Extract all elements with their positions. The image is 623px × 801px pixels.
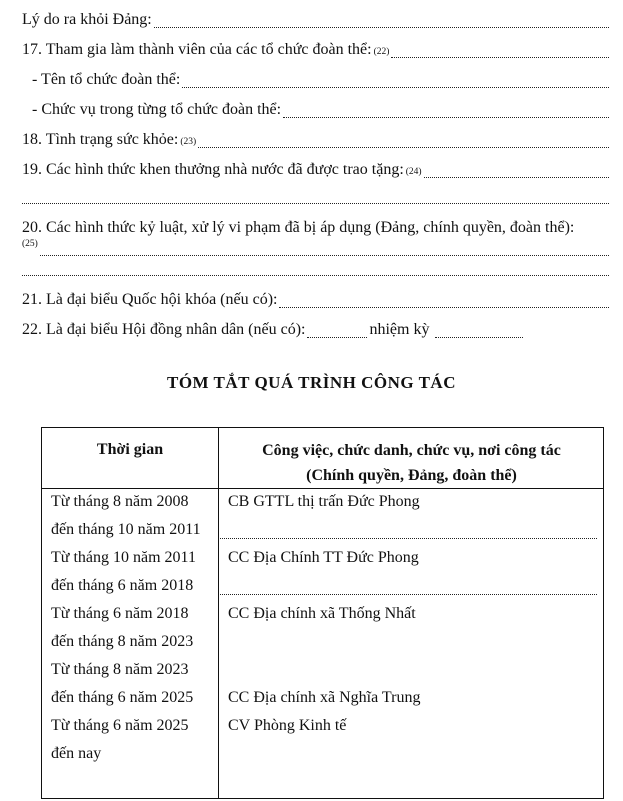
organizations-field[interactable] xyxy=(22,41,609,63)
footnote-ref: (22) xyxy=(373,47,390,57)
fill-line xyxy=(424,177,609,178)
header-job-line1: Công việc, chức danh, chức vụ, nơi công tác xyxy=(262,442,561,459)
row1-time-start: Từ tháng 8 năm 2008 xyxy=(51,493,189,510)
fill-line xyxy=(182,87,609,88)
footnote-ref: (23) xyxy=(180,137,197,147)
discipline-label-line xyxy=(22,219,609,241)
party-exit-reason-field[interactable] xyxy=(22,11,609,33)
row4-time-start: Từ tháng 8 năm 2023 xyxy=(51,661,189,678)
fill-line xyxy=(279,307,609,308)
row4-job: CC Địa chính xã Nghĩa Trung xyxy=(228,689,421,706)
header-time: Thời gian xyxy=(96,441,164,458)
header-divider xyxy=(42,488,603,489)
footnote-ref: (25) xyxy=(22,239,38,249)
term-label: nhiệm kỳ xyxy=(369,321,430,338)
row1-time-end: đến tháng 10 năm 2011 xyxy=(51,521,201,538)
discipline-field[interactable] xyxy=(22,239,609,261)
item-20-label: 20. Các hình thức kỷ luật, xử lý vi phạm đã bị áp dụng (Đảng, chính quyền, đoàn thể): xyxy=(22,219,575,236)
fill-line xyxy=(435,337,523,338)
fill-line xyxy=(198,147,609,148)
fill-line xyxy=(283,117,609,118)
awards-field[interactable] xyxy=(22,161,609,183)
row2-time-end: đến tháng 6 năm 2018 xyxy=(51,577,194,594)
item-19-label: 19. Các hình thức khen thưởng nhà nước đã được trao tặng: xyxy=(22,161,404,178)
fill-line xyxy=(391,57,609,58)
dotted-separator xyxy=(220,594,597,595)
row3-time-start: Từ tháng 6 năm 2018 xyxy=(51,605,189,622)
people-council-field[interactable] xyxy=(22,321,609,343)
header-job xyxy=(220,438,603,488)
row2-time-start: Từ tháng 10 năm 2011 xyxy=(51,549,196,566)
row3-job: CC Địa chính xã Thống Nhất xyxy=(228,605,416,622)
row3-time-end: đến tháng 8 năm 2023 xyxy=(51,633,194,650)
header-job-line2: (Chính quyền, Đảng, đoàn thể) xyxy=(306,467,517,484)
row5-job: CV Phòng Kinh tế xyxy=(228,717,347,734)
discipline-continuation-line[interactable] xyxy=(22,275,609,276)
organization-role-field[interactable] xyxy=(22,101,609,123)
row1-job: CB GTTL thị trấn Đức Phong xyxy=(228,493,420,510)
awards-continuation-line[interactable] xyxy=(22,203,609,204)
dotted-separator xyxy=(220,538,597,539)
item-21-label: 21. Là đại biểu Quốc hội khóa (nếu có): xyxy=(22,291,278,308)
party-exit-reason-label: Lý do ra khỏi Đảng: xyxy=(22,11,152,28)
row2-job: CC Địa Chính TT Đức Phong xyxy=(228,549,419,566)
row5-time-start: Từ tháng 6 năm 2025 xyxy=(51,717,189,734)
row4-time-end: đến tháng 6 năm 2025 xyxy=(51,689,194,706)
work-history-table xyxy=(41,427,604,799)
organization-role-label: - Chức vụ trong từng tổ chức đoàn thể: xyxy=(32,101,282,118)
item-17-label: 17. Tham gia làm thành viên của các tổ chức đoàn thể: xyxy=(22,41,372,58)
item-22-label: 22. Là đại biểu Hội đồng nhân dân (nếu có): xyxy=(22,321,306,338)
national-assembly-field[interactable] xyxy=(22,291,609,313)
organization-name-label: - Tên tổ chức đoàn thể: xyxy=(32,71,181,88)
fill-line xyxy=(154,27,609,28)
fill-line xyxy=(40,255,609,256)
item-18-label: 18. Tình trạng sức khỏe: xyxy=(22,131,179,148)
row5-time-end: đến nay xyxy=(51,745,102,762)
work-history-title: TÓM TẮT QUÁ TRÌNH CÔNG TÁC xyxy=(167,373,456,392)
column-divider xyxy=(218,428,219,798)
organization-name-field[interactable] xyxy=(22,71,609,93)
footnote-ref: (24) xyxy=(405,167,422,177)
fill-line xyxy=(307,337,367,338)
health-status-field[interactable] xyxy=(22,131,609,153)
